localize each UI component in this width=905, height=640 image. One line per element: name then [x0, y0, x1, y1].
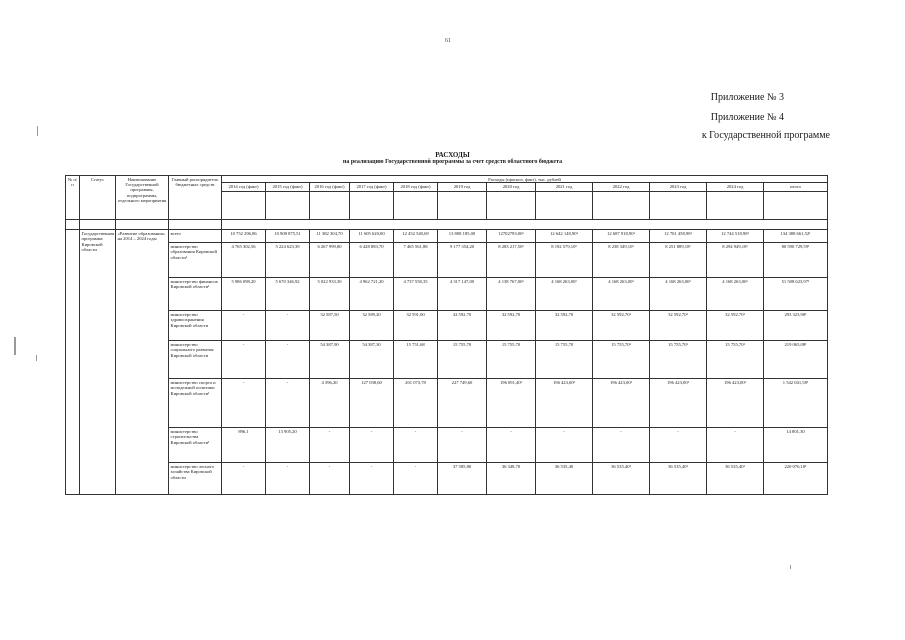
document-title: РАСХОДЫ	[435, 151, 470, 159]
expenses-table	[65, 175, 828, 495]
value-cell: 15 755,70¹	[593, 341, 650, 379]
value-cell: 12 701 458,98¹	[650, 230, 707, 243]
value-cell: 5 224 623,39	[266, 243, 310, 278]
value-cell: 12 687 918,90¹	[593, 230, 650, 243]
year-header: 2015 год (факт)	[266, 183, 310, 192]
value-cell: 6 428 883,70	[350, 243, 394, 278]
value-cell: 15 751,68	[394, 341, 438, 379]
manager-cell: министерство лесного хозяйства Кировской области	[169, 463, 222, 495]
value-cell: 896,1	[222, 428, 266, 463]
header-num: № п/п	[66, 176, 80, 220]
value-cell: -	[487, 428, 536, 463]
value-cell: 4 168 263,00¹	[707, 278, 764, 311]
year-header: 2017 год (факт)	[350, 183, 394, 192]
row-num-cell	[66, 220, 80, 230]
value-cell: 15 755,70	[438, 341, 487, 379]
value-cell: 32 589,20	[350, 311, 394, 341]
header-status: Статус	[80, 176, 116, 220]
value-cell: 4 962 721,20	[350, 278, 394, 311]
value-cell: 32 592,70	[438, 311, 487, 341]
value-cell: 15 755,70	[487, 341, 536, 379]
value-cell: 54 387,90	[310, 341, 350, 379]
value-cell: -	[310, 428, 350, 463]
value-cell: -	[593, 428, 650, 463]
value-cell: 196 423,00¹	[593, 379, 650, 428]
value-cell: 11 382 304,70	[310, 230, 350, 243]
value-cell: 8 238 349,10¹	[593, 243, 650, 278]
value-cell: 293 323,90¹	[764, 311, 828, 341]
value-cell: -	[222, 311, 266, 341]
value-cell: 8 251 889,18¹	[650, 243, 707, 278]
header-spacer	[487, 192, 536, 220]
value-cell: -	[707, 428, 764, 463]
value-cell: 32 592,70	[536, 311, 593, 341]
value-cell: 36 535,40¹	[593, 463, 650, 495]
header-name: Наименование Государственной программы, подпрограммы, отдельного мероприятия	[116, 176, 169, 220]
value-cell: -	[222, 341, 266, 379]
header-spacer	[707, 192, 764, 220]
manager-cell: министерство спорта и молодежной политики Кировской области¹	[169, 379, 222, 428]
document-subtitle: на реализацию Государственной программы за счет средств областного бюджета	[342, 159, 563, 165]
value-cell: 13 905,20	[266, 428, 310, 463]
scan-speck	[14, 337, 16, 355]
value-cell: 4 765 302,56	[222, 243, 266, 278]
value-cell: 4 737 558,35	[394, 278, 438, 311]
manager-cell: министерство финансов Кировской области¹	[169, 278, 222, 311]
value-cell: 8 192 579,10¹	[536, 243, 593, 278]
value-cell: 196 423,00¹	[650, 379, 707, 428]
program-status: Государственная программа Кировской области	[80, 230, 116, 495]
value-cell: 15 755,70	[536, 341, 593, 379]
value-cell: 196 423,00¹	[707, 379, 764, 428]
value-cell: 36 535,40	[536, 463, 593, 495]
value-cell: -	[438, 428, 487, 463]
year-header: 2019 год	[438, 183, 487, 192]
value-cell: 4 168 263,00¹	[650, 278, 707, 311]
value-cell: 13 808 185,00	[438, 230, 487, 243]
value-cell: 37 585,80	[438, 463, 487, 495]
value-cell: 196 423,00¹	[536, 379, 593, 428]
year-header: 2020 год	[487, 183, 536, 192]
value-cell: 80 590 729,59¹	[764, 243, 828, 278]
value-cell: -	[394, 463, 438, 495]
value-cell: 36 535,40¹	[650, 463, 707, 495]
value-cell: 7 465 561,88	[394, 243, 438, 278]
header-spacer	[536, 192, 593, 220]
header-spacer	[350, 192, 394, 220]
header-spacer	[310, 192, 350, 220]
value-cell: 1 542 041,58¹	[764, 379, 828, 428]
appendix-line-1: Приложение № 3	[710, 92, 784, 103]
value-cell: -	[266, 311, 310, 341]
value-cell: 14 801,30	[764, 428, 828, 463]
value-cell: 201 073,78	[394, 379, 438, 428]
value-cell: 32 592,70	[487, 311, 536, 341]
header-spacer	[650, 192, 707, 220]
year-header: 2021 год	[536, 183, 593, 192]
value-cell: -	[650, 428, 707, 463]
value-cell: -	[350, 428, 394, 463]
value-cell: 227 749,60	[438, 379, 487, 428]
value-cell: 32 592,70¹	[650, 311, 707, 341]
header-spacer	[593, 192, 650, 220]
value-cell: -	[222, 379, 266, 428]
manager-cell	[169, 220, 222, 230]
program-name: «Развитие образования» на 2014 – 2024 годы	[116, 230, 169, 495]
manager-cell: министерство социального развития Кировской области	[169, 341, 222, 379]
value-cell: 5 022 933,30	[310, 278, 350, 311]
value-cell: 4 168 263,00¹	[536, 278, 593, 311]
header-spacer	[394, 192, 438, 220]
value-cell: 32 587,50	[310, 311, 350, 341]
value-cell: 4 396,20	[310, 379, 350, 428]
header-spacer	[438, 192, 487, 220]
header-spacer	[266, 192, 310, 220]
header-manager: Главный распорядитель бюджетных средств	[169, 176, 222, 220]
year-header: 2024 год	[707, 183, 764, 192]
value-cell: 32 591,00	[394, 311, 438, 341]
status-cell	[80, 220, 116, 230]
value-cell: -	[350, 463, 394, 495]
appendix-line-2: Приложение № 4	[710, 112, 784, 123]
year-header: 2014 год (факт)	[222, 183, 266, 192]
value-cell: -	[222, 463, 266, 495]
value-cell: 196 091,40¹	[487, 379, 536, 428]
value-cell: -	[266, 341, 310, 379]
value-cell: 10 908 875,51	[266, 230, 310, 243]
value-cell: 8 283 217,50¹	[487, 243, 536, 278]
year-header: итого	[764, 183, 828, 192]
value-cell: -	[394, 428, 438, 463]
year-header: 2016 год (факт)	[310, 183, 350, 192]
value-cell: 4 168 263,00¹	[593, 278, 650, 311]
header-spacer	[764, 192, 828, 220]
value-cell: -	[310, 463, 350, 495]
value-cell: 36 535,40¹	[707, 463, 764, 495]
value-cell: 5 670 346,92	[266, 278, 310, 311]
value-cell: 220 076,10¹	[764, 463, 828, 495]
value-cell: 219 065,08¹	[764, 341, 828, 379]
value-cell: 9 177 354,20	[438, 243, 487, 278]
value-cell: 4 317 147,00	[438, 278, 487, 311]
value-cell: 8 294 949,18¹	[707, 243, 764, 278]
value-cell: 36 348,70	[487, 463, 536, 495]
value-cell: 10 752 296,86	[222, 230, 266, 243]
spacer-cell	[222, 220, 828, 230]
year-header: 2022 год	[593, 183, 650, 192]
value-cell: 11 605 620,00	[350, 230, 394, 243]
manager-cell: министерство строительства Кировской области¹	[169, 428, 222, 463]
value-cell: 12 642 148,90¹	[536, 230, 593, 243]
value-cell: 32 592,70¹	[707, 311, 764, 341]
appendix-line-3: к Государственной программе	[701, 130, 830, 141]
year-header: 2023 год	[650, 183, 707, 192]
header-spacer	[222, 192, 266, 220]
manager-cell: министерство здравоохранения Кировской области	[169, 311, 222, 341]
value-cell: 6 267 999,80	[310, 243, 350, 278]
value-cell: 127 038,60	[350, 379, 394, 428]
value-cell: -	[266, 379, 310, 428]
value-cell: 5 986 098,20	[222, 278, 266, 311]
value-cell: 15 755,70¹	[650, 341, 707, 379]
value-cell: 54 387,30	[350, 341, 394, 379]
value-cell: 12 452 540,69	[394, 230, 438, 243]
year-header: 2018 год (факт)	[394, 183, 438, 192]
manager-cell: министерство образования Кировской области¹	[169, 243, 222, 278]
scan-speck	[790, 565, 791, 569]
page-number: 61	[445, 38, 451, 44]
value-cell: 12 744 518,98¹	[707, 230, 764, 243]
value-cell: -	[536, 428, 593, 463]
value-cell: 32 592,70¹	[593, 311, 650, 341]
header-expenses: Расходы (прогноз, факт), тыс. рублей	[222, 176, 828, 183]
value-cell: -	[266, 463, 310, 495]
value-cell: 15 755,70¹	[707, 341, 764, 379]
value-cell: 134 388 661,52¹	[764, 230, 828, 243]
name-cell	[116, 220, 169, 230]
value-cell: 4 138 767,00¹	[487, 278, 536, 311]
row-num-cell	[66, 230, 80, 495]
scan-speck	[36, 355, 37, 361]
value-cell: 12702793,00¹	[487, 230, 536, 243]
manager-cell: всего	[169, 230, 222, 243]
scan-speck	[37, 126, 38, 136]
value-cell: 51 508 623,97¹	[764, 278, 828, 311]
